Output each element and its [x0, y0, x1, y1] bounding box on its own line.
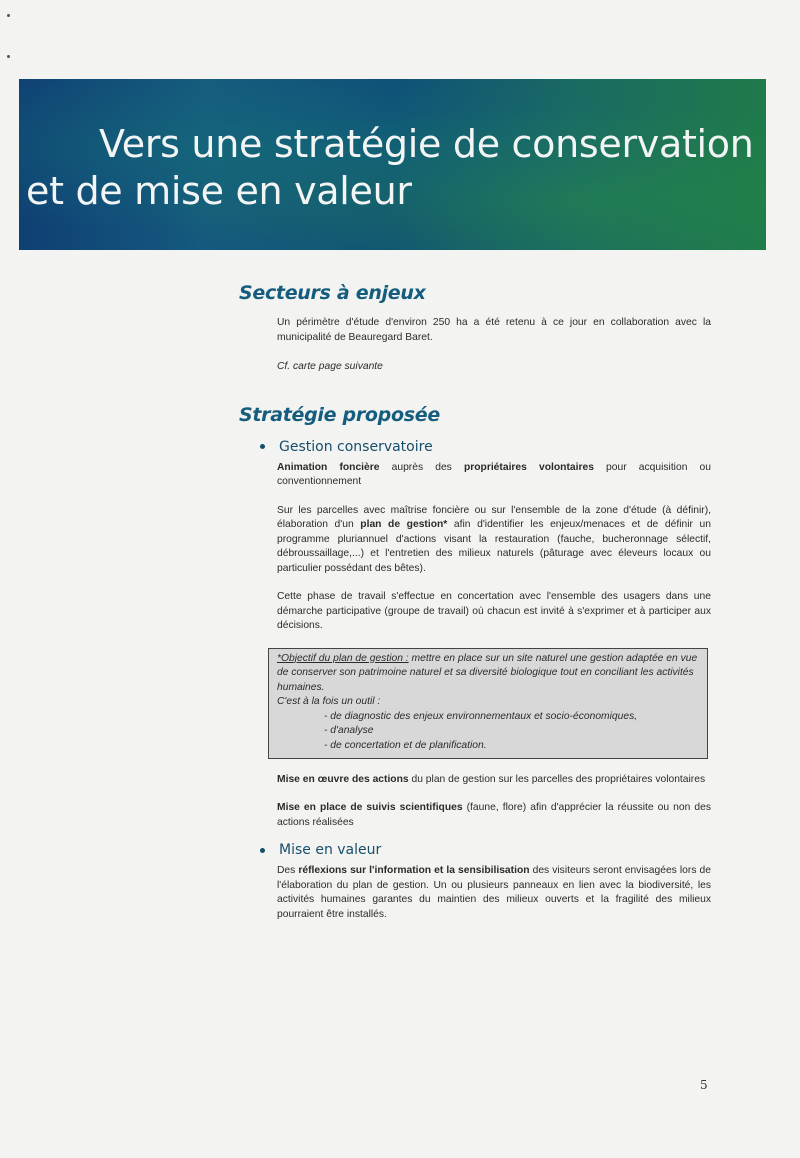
definition-box [268, 648, 708, 759]
text: Sur les parcelles avec maîtrise foncière ou sur l'ensemble de la zone d'étude (à définir), élaboration d'un [277, 504, 711, 530]
box-list-item: - d'analyse [324, 725, 374, 737]
paragraph [277, 461, 711, 490]
text: du plan de gestion sur les parcelles des propriétaires volontaires [408, 773, 706, 785]
bold-text: propriétaires volontaires [463, 461, 594, 473]
bullet-heading-valeur [239, 842, 711, 858]
main-content [239, 282, 711, 922]
box-list-item: - de diagnostic des enjeux environnementaux et socio-économiques, [324, 710, 638, 722]
box-text [277, 652, 701, 696]
section-heading-strategie: Stratégie proposée [239, 403, 440, 426]
bold-text: plan de gestion* [360, 519, 448, 530]
text: pour acquisition ou conventionnement [277, 461, 711, 487]
bold-text: Animation foncière [277, 461, 380, 473]
text: (faune, flore) afin d'apprécier la réussite ou non des actions réalisées [277, 802, 711, 828]
text: Des [277, 865, 299, 877]
title-banner [19, 79, 766, 250]
bold-text: réflexions sur l'information et la sensibilisation [298, 865, 530, 877]
text: auprès des [379, 461, 464, 473]
box-text: C'est à la fois un outil : [277, 696, 381, 708]
bullet-label: Mise en valeur [279, 842, 382, 859]
paragraph [277, 864, 711, 922]
box-list-item: - de concertation et de planification. [324, 740, 487, 752]
text: mettre en place sur un site naturel une gestion adaptée en vue de conserver son patrimoine naturel et sa diversité biologique tout en conciliant les activités humaines. [277, 652, 698, 693]
paragraph [277, 504, 711, 577]
paragraph: Un périmètre d'étude d'environ 250 ha a été retenu à ce jour en collaboration avec la municipalité de Beauregard Baret. [277, 317, 711, 343]
title-line-2: et de mise en valeur [26, 169, 412, 213]
bullet-icon [260, 444, 265, 449]
section-heading-secteurs: Secteurs à enjeux [239, 282, 426, 304]
scan-mark [7, 14, 10, 17]
scan-mark [7, 55, 10, 58]
underlined-text: *Objectif du plan de gestion : [277, 652, 409, 664]
paragraph [277, 773, 711, 788]
page-title [26, 121, 754, 215]
bullet-heading-gestion [239, 439, 711, 455]
paragraph: Cette phase de travail s'effectue en concertation avec l'ensemble des usagers dans une démarche participative (groupe de travail) où chacun est invité à s'exprimer et à participer aux décisions. [277, 591, 711, 631]
bold-text: Mise en place de suivis scientifiques [277, 802, 463, 814]
bullet-icon [260, 848, 265, 853]
map-reference: Cf. carte page suivante [277, 361, 383, 372]
text: des visiteurs seront envisagées lors de l'élaboration du plan de gestion. Un ou plusieurs panneaux en lien avec la biodiversité, les activités humaines garantes du maintien des milieux ouverts et la fragilité des milieux pourraient être installés. [277, 865, 711, 920]
bold-text: Mise en œuvre des actions [277, 773, 409, 785]
title-line-1: Vers une stratégie de conservation [99, 122, 754, 166]
page-number: 5 [700, 1078, 708, 1092]
bullet-label: Gestion conservatoire [279, 438, 433, 455]
text: afin d'identifier les enjeux/menaces et de définir un programme pluriannuel d'actions visant la restauration (fauche, bucheronnage sélectif, débroussaillage,...) et l'entretien des milieux naturels (pâturage avec éleveurs locaux ou particulier possédant des bêtes). [277, 519, 711, 574]
paragraph [277, 801, 711, 830]
